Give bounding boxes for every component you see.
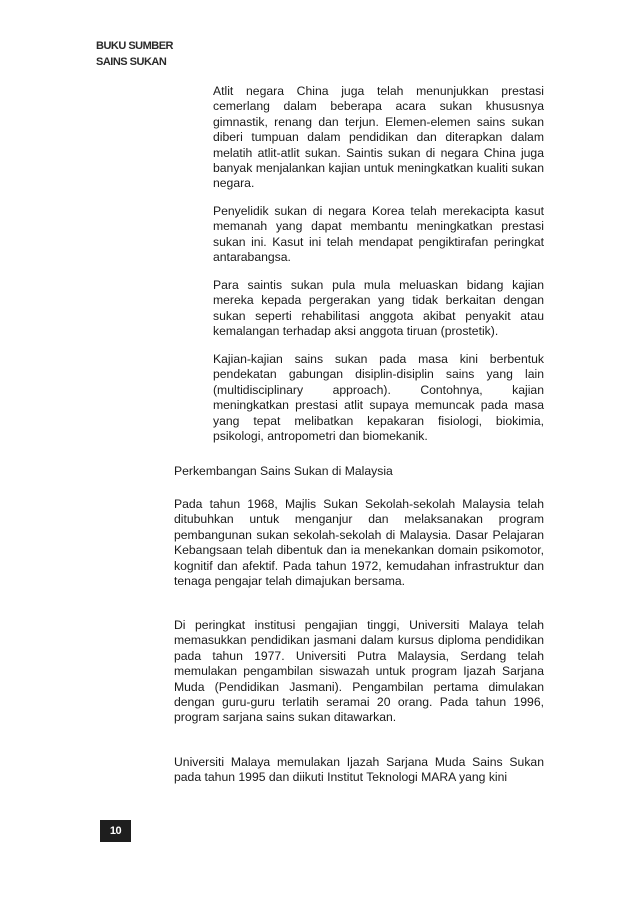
paragraph-china-athletes: Atlit negara China juga telah menunjukkan prestasi cemerlang dalam beberapa acara sukan khususnya gimnastik, renang dan terjun. Elemen-elemen sains sukan diberi tumpuan dalam pendidikan dan diterapkan dalam melatih atlit-atlit sukan. Saintis sukan di negara China juga banyak menjalankan kajian untuk meningkatkan kualiti sukan negara. xyxy=(213,84,544,191)
paragraph-universiti-malaya: Universiti Malaya memulakan Ijazah Sarjana Muda Sains Sukan pada tahun 1995 dan diikuti Institut Teknologi MARA yang kini xyxy=(174,755,544,785)
paragraph-multidisciplinary: Kajian-kajian sains sukan pada masa kini berbentuk pendekatan gabungan disiplin-disiplin sains yang lain (multidisciplinary approach). Contohnya, kajian meningkatkan prestasi atlit supaya memuncak pada masa yang tepat melibatkan kepakaran fisiologi, biokimia, psikologi, antropometri dan biomekanik. xyxy=(213,352,544,444)
paragraph-higher-institutions: Di peringkat institusi pengajian tinggi, Universiti Malaya telah memasukkan pendidikan jasmani dalam kursus diploma pendidikan pada tahun 1977. Universiti Putra Malaysia, Serdang telah memulakan pengambilan siswazah untuk program Ijazah Sarjana Muda (Pendidikan Jasmani). Pengambilan pertama dimulakan dengan guru-guru terlatih seramai 20 orang. Pada tahun 1996, program sarjana sains sukan ditawarkan. xyxy=(174,618,544,725)
header-book-title: BUKU SUMBER xyxy=(96,40,173,52)
header-subject-title: SAINS SUKAN xyxy=(96,56,167,68)
paragraph-majlis-sukan: Pada tahun 1968, Majlis Sukan Sekolah-sekolah Malaysia telah ditubuhkan untuk menganjur dan melaksanakan program pembangunan sukan sekolah-sekolah di Malaysia. Dasar Pelajaran Kebangsaan telah dibentuk dan ia menekankan domain psikomotor, kognitif dan afektif. Pada tahun 1972, kemudahan infrastruktur dan tenaga pengajar telah dimajukan bersama. xyxy=(174,497,544,589)
paragraph-korea-research: Penyelidik sukan di negara Korea telah merekacipta kasut memanah yang dapat membantu meningkatkan prestasi sukan ini. Kasut ini telah mendapat pengiktirafan peringkat antarabangsa. xyxy=(213,204,544,265)
page-number-badge: 10 xyxy=(100,820,131,842)
running-header xyxy=(96,38,173,70)
section-heading: Perkembangan Sains Sukan di Malaysia xyxy=(174,464,393,478)
paragraph-rehabilitation: Para saintis sukan pula mula meluaskan bidang kajian mereka kepada pergerakan yang tidak berkaitan dengan sukan seperti rehabilitasi anggota akibat penyakit atau kemalangan terhadap aksi anggota tiruan (prostetik). xyxy=(213,278,544,339)
